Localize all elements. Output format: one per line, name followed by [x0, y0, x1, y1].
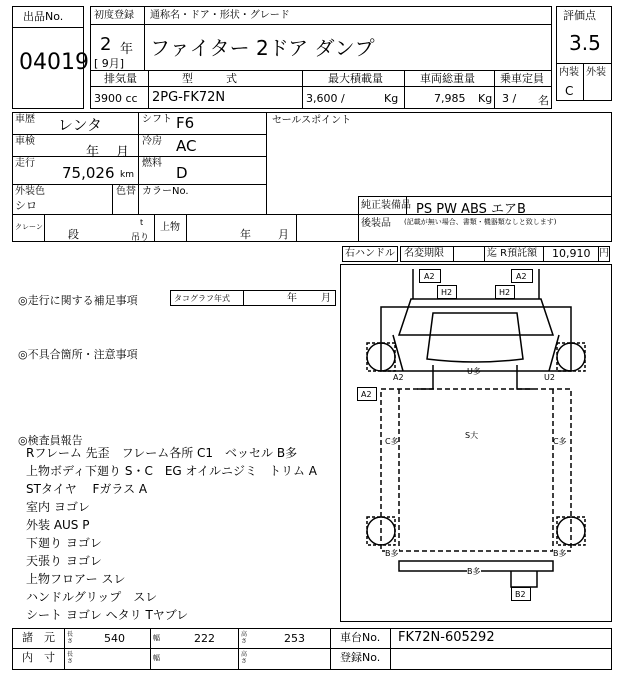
width-label: 幅: [153, 634, 160, 642]
divider: [90, 70, 552, 71]
divider: [12, 184, 266, 185]
steering-value: 右ハンドル: [345, 248, 395, 259]
fuel-label: 燃料: [142, 158, 162, 169]
damage-diagram: [340, 264, 612, 622]
divider: [12, 134, 266, 135]
score-cell: [556, 6, 612, 64]
year-value: 2: [100, 34, 112, 55]
fuel-value: D: [176, 164, 188, 182]
divider: [358, 196, 359, 242]
interior-grade-cell: [556, 63, 584, 101]
capacity: 3 /: [502, 92, 517, 105]
inspection-label: 車検: [15, 136, 35, 147]
history-label: 車歴: [15, 114, 35, 125]
color-no-label: 色替: [116, 186, 136, 197]
damage-mark: C多: [553, 437, 567, 446]
exterior-label: 外装: [586, 67, 606, 78]
divider: [390, 628, 391, 670]
damage-mark: B多: [467, 567, 481, 576]
divider: [404, 70, 405, 109]
odometer-cell: [400, 246, 610, 262]
capacity-label: 乗車定員: [500, 72, 544, 85]
max-load: 3,600 /: [306, 92, 345, 105]
upper-year: 年: [240, 228, 251, 241]
report-line: Rフレーム 先歪 フレーム各所 C1 ベッセル B多: [26, 446, 298, 460]
report-line: 外装 AUS P: [26, 518, 90, 532]
recycle-fee: 10,910: [552, 247, 591, 260]
color-value: シロ: [15, 199, 37, 212]
crane-tons-t: t: [140, 218, 144, 227]
divider: [144, 6, 145, 70]
chassis-value: FK72N-605292: [398, 630, 495, 645]
damage-mark: H2: [495, 285, 515, 299]
tacho-month: 月: [321, 293, 331, 304]
interior-grade: C: [565, 84, 574, 98]
max-load-label: 最大積載量: [328, 72, 383, 85]
model-name-label: 通称名・ドア・形状・グレード: [150, 10, 290, 21]
divider: [266, 112, 267, 214]
length-value: 540: [104, 632, 125, 645]
odometer-label: 迄 R預託額: [487, 248, 538, 259]
height-label: 高さ: [241, 631, 248, 645]
first-reg-label: 初度登録: [94, 10, 134, 21]
lot-number: 04019: [19, 50, 89, 75]
recycle-unit: 円: [599, 248, 609, 259]
divider: [12, 156, 266, 157]
inner-height-label: 高さ: [241, 651, 248, 665]
chassis-label: 車台No.: [340, 631, 381, 644]
inner-width-label: 幅: [153, 654, 160, 662]
report-line: 下廻り ヨゴレ: [26, 536, 102, 550]
history-value: レンタ: [58, 116, 103, 134]
divider: [112, 184, 113, 214]
width-value: 222: [194, 632, 215, 645]
report-line: ハンドルグリップ スレ: [26, 590, 158, 604]
divider: [238, 628, 239, 670]
inner-length-label: 長さ: [67, 651, 74, 665]
interior-label: 内装: [559, 67, 579, 78]
dims-label: 諸 元: [22, 631, 55, 644]
crane-tons: 吊り: [131, 233, 150, 243]
divider: [330, 628, 331, 670]
damage-mark: B多: [385, 549, 399, 558]
report-line: 上物フロアー スレ: [26, 572, 126, 586]
mileage-unit: km: [120, 170, 134, 180]
sales-point-label: セールスポイント: [272, 115, 352, 126]
report-line: STタイヤ Fガラス A: [26, 482, 148, 496]
odometer-change-label: 名変期限: [404, 248, 444, 259]
divider: [243, 291, 244, 305]
color-code-label: カラーNo.: [142, 186, 189, 197]
length-label: 長さ: [67, 631, 74, 645]
score-label: 評価点: [563, 9, 596, 22]
damage-mark: H2: [437, 285, 457, 299]
steering-cell: [342, 246, 398, 262]
max-load-unit: Kg: [384, 92, 399, 105]
aftermarket-note: (記載が無い場合、書類・機器類なしと致します): [404, 218, 557, 226]
inspector-report: [26, 444, 346, 624]
registration-label: 登録No.: [340, 651, 381, 664]
mileage-value: 75,026: [62, 164, 115, 182]
report-line: 室内 ヨゴレ: [26, 500, 90, 514]
damage-mark: A2: [393, 373, 404, 382]
damage-mark: A2: [357, 387, 377, 401]
dimensions-box: [12, 628, 612, 670]
equipment-value: PS PW ABS エアB: [416, 202, 526, 217]
divider: [148, 70, 149, 109]
crane-stages: 段: [68, 228, 79, 241]
upper-month: 月: [278, 228, 289, 241]
capacity-unit: 名: [538, 94, 549, 107]
aircon-value: AC: [176, 137, 197, 155]
divider: [150, 628, 151, 670]
month-value: [ 9月]: [94, 57, 125, 70]
divider: [44, 214, 45, 242]
model-code-label: 型 式: [182, 72, 237, 85]
inner-dims-label: 内 寸: [22, 651, 55, 664]
defects-label: ◎不具合箇所・注意事項: [18, 348, 138, 361]
model-name: ファイター 2ドア ダンプ: [150, 36, 375, 60]
driving-notes-label: ◎走行に関する補足事項: [18, 294, 138, 307]
divider: [358, 196, 612, 197]
gross-weight-label: 車両総重量: [420, 72, 475, 85]
tachograph-label: タコグラフ年式: [174, 294, 230, 303]
damage-mark: C多: [385, 437, 399, 446]
divider: [64, 628, 65, 670]
divider: [302, 70, 303, 109]
inspection-year: 年: [86, 145, 100, 160]
damage-mark: U2: [544, 373, 555, 382]
divider: [138, 112, 139, 214]
inspector-report-label: ◎検査員報告: [18, 434, 83, 447]
year-unit: 年: [120, 42, 134, 57]
damage-mark: S大: [465, 431, 479, 440]
lot-label-cell: [12, 6, 84, 28]
model-code: 2PG-FK72N: [152, 90, 226, 105]
divider: [296, 214, 297, 242]
recycle-fee-box: [543, 246, 599, 262]
damage-mark: A2: [419, 269, 441, 283]
shift-value: F6: [176, 114, 195, 132]
displacement-label: 排気量: [104, 72, 137, 85]
divider: [186, 214, 187, 242]
score-value: 3.5: [569, 31, 601, 55]
damage-mark: B多: [553, 549, 567, 558]
odometer-change-box: [453, 246, 485, 262]
damage-mark: A2: [511, 269, 533, 283]
height-value: 253: [284, 632, 305, 645]
lot-label: 出品No.: [23, 10, 64, 23]
mileage-label: 走行: [15, 158, 35, 169]
divider: [90, 24, 552, 25]
aircon-label: 冷房: [142, 136, 162, 147]
gross-weight: 7,985: [434, 92, 466, 105]
divider: [154, 214, 155, 242]
upper-label: 上物: [160, 222, 180, 233]
lot-number-cell: [12, 27, 89, 109]
gross-weight-unit: Kg: [478, 92, 493, 105]
aftermarket-label: 後装品: [361, 218, 391, 229]
damage-mark: U多: [467, 367, 481, 376]
divider: [90, 86, 552, 87]
damage-mark: B2: [511, 587, 531, 601]
report-line: 上物ボディ下廻り S・C EG オイルニジミ トリム A: [26, 464, 317, 478]
displacement: 3900 cc: [94, 92, 138, 105]
exterior-grade-cell: [583, 63, 612, 101]
color-label: 外装色: [15, 186, 45, 197]
divider: [494, 70, 495, 109]
report-line: 天張り ヨゴレ: [26, 554, 102, 568]
report-line: シート ヨゴレ ヘタリ Tヤブレ: [26, 608, 189, 622]
divider: [12, 648, 612, 649]
shift-label: シフト: [142, 114, 172, 125]
tachograph-cell: [170, 290, 336, 306]
inspection-month: 月: [116, 145, 130, 160]
crane-label: クレーン: [15, 223, 43, 231]
equipment-label: 純正装備品: [361, 200, 411, 211]
tacho-year: 年: [287, 293, 297, 304]
